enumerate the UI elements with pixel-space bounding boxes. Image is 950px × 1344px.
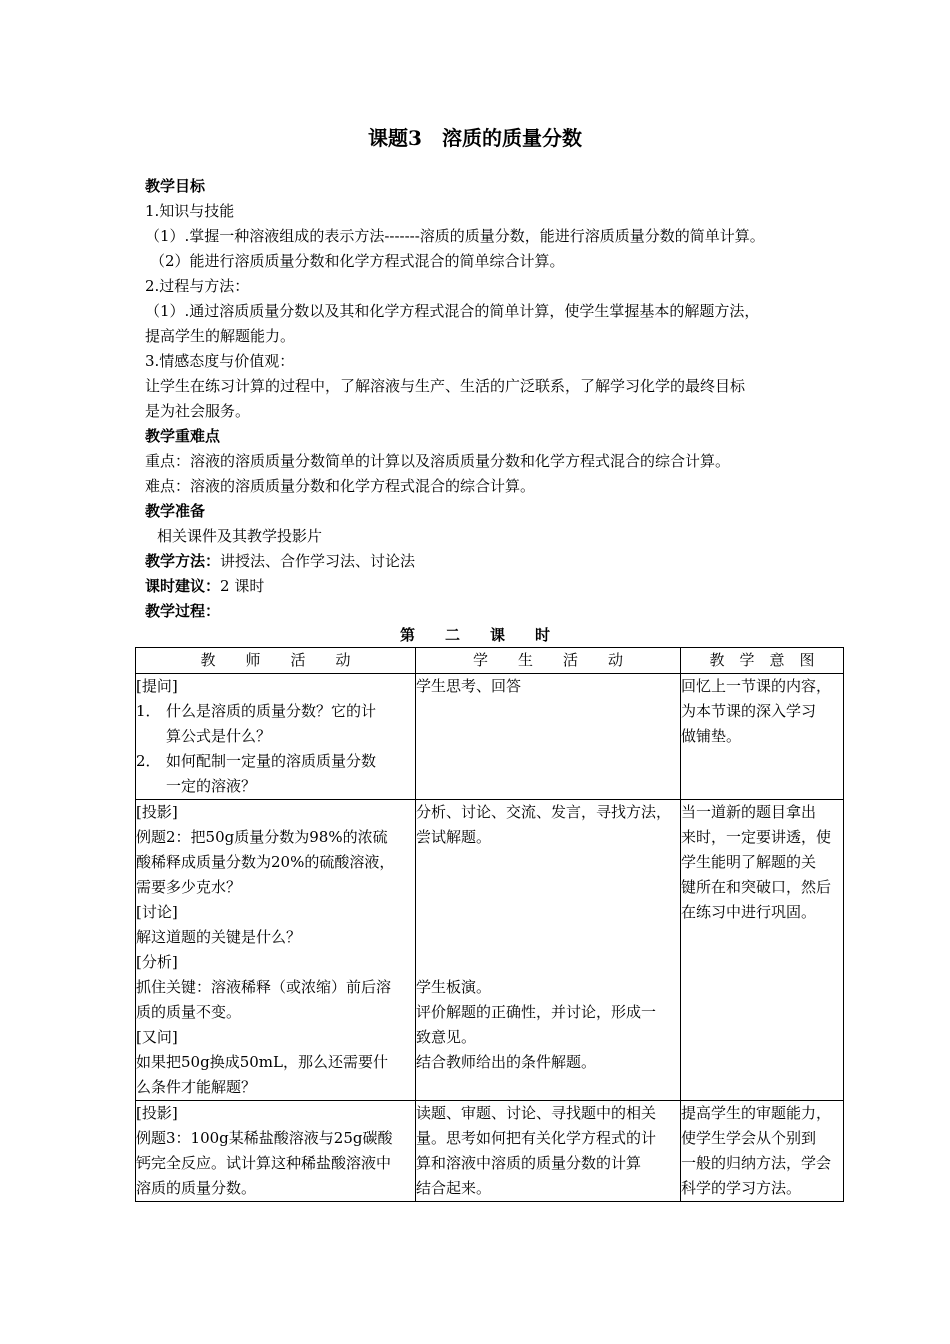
hard-point: 难点：溶液的溶质质量分数和化学方程式混合的综合计算。 [145, 477, 536, 495]
cell-line: 酸稀释成质量分数为20%的硫酸溶液， [136, 853, 395, 871]
cell-line: 在练习中进行巩固。 [681, 903, 817, 921]
cell-line: [提问] [136, 677, 178, 695]
cell-line [416, 950, 680, 975]
table-row [136, 800, 844, 1101]
cell-line: 如果把50g换成50mL，那么还需要什 [136, 1053, 388, 1071]
method-label: 教学方法： [145, 552, 221, 570]
cell-line: [又问] [136, 1028, 178, 1046]
cell-line: 尝试解题。 [416, 828, 492, 846]
cell-line: 一般的归纳方法，学会 [681, 1154, 832, 1172]
student-cell [416, 674, 681, 800]
list-number: 1． [136, 702, 161, 720]
cell-line: 为本节课的深入学习 [681, 702, 817, 720]
list-item [136, 699, 415, 724]
cell-line: [投影] [136, 803, 178, 821]
hours-line [145, 574, 264, 598]
cell-line: 学生思考、回答 [416, 677, 522, 695]
cell-line: 科学的学习方法。 [681, 1179, 802, 1197]
cell-line: 算和溶液中溶质的质量分数的计算 [416, 1154, 642, 1172]
difficulty-heading: 教学重难点 [145, 427, 221, 445]
cell-line [416, 900, 680, 925]
teacher-cell [136, 674, 416, 800]
lesson-table [135, 647, 844, 1202]
key-point: 重点：溶液的溶质质量分数简单的计算以及溶质质量分数和化学方程式混合的综合计算。 [145, 452, 731, 470]
hours-text: 2 课时 [220, 577, 265, 595]
header-teacher: 教 师 活 动 [136, 648, 416, 674]
cell-line: [分析] [136, 953, 178, 971]
hours-label: 课时建议： [145, 577, 221, 595]
teacher-cell [136, 1101, 416, 1202]
process-item-1a: （1）.通过溶质质量分数以及其和化学方程式混合的简单计算，使学生掌握基本的解题方法， [145, 302, 760, 320]
list-text-cont: 算公式是什么？ [166, 727, 272, 745]
method-text: 讲授法、合作学习法、讨论法 [220, 552, 416, 570]
cell-line: 分析、讨论、交流、发言，寻找方法， [416, 803, 672, 821]
knowledge-item-1: （1）.掌握一种溶液组成的表示方法-------溶质的质量分数，能进行溶质质量分数的简单计算。 [145, 227, 765, 245]
cell-line [416, 925, 680, 950]
emotion-heading: 3.情感态度与价值观： [145, 352, 295, 370]
cell-line: 需要多少克水？ [136, 878, 242, 896]
intent-cell [681, 800, 844, 1101]
table-row [136, 1101, 844, 1202]
list-text-cont: 一定的溶液？ [166, 777, 257, 795]
cell-line: 提高学生的审题能力， [681, 1104, 832, 1122]
document-title: 课题3 溶质的质量分数 [368, 126, 582, 150]
process-label: 教学过程： [145, 602, 221, 620]
list-item [136, 749, 415, 774]
cell-line: [讨论] [136, 903, 178, 921]
process-heading: 2.过程与方法： [145, 277, 250, 295]
cell-line: 做铺垫。 [681, 727, 742, 745]
cell-line: 评价解题的正确性，并讨论，形成一 [416, 1003, 657, 1021]
cell-line: 量。思考如何把有关化学方程式的计 [416, 1129, 657, 1147]
cell-line: [投影] [136, 1104, 178, 1122]
student-cell [416, 800, 681, 1101]
list-text: 如何配制一定量的溶质质量分数 [166, 752, 377, 770]
table-caption: 第 二 课 时 [399, 626, 550, 644]
cell-line: 回忆上一节课的内容， [681, 677, 832, 695]
cell-line: 来时，一定要讲透，使 [681, 828, 832, 846]
header-student: 学 生 活 动 [416, 648, 681, 674]
table-header-row [136, 648, 844, 674]
cell-line: 解这道题的关键是什么？ [136, 928, 302, 946]
method-line [145, 549, 415, 573]
cell-line: 质的质量不变。 [136, 1003, 242, 1021]
cell-line: 致意见。 [416, 1028, 477, 1046]
cell-line: 结合起来。 [416, 1179, 492, 1197]
cell-line [416, 850, 680, 875]
knowledge-item-2: （2）能进行溶质质量分数和化学方程式混合的简单综合计算。 [150, 252, 565, 270]
emotion-item-1a: 让学生在练习计算的过程中，了解溶液与生产、生活的广泛联系，了解学习化学的最终目标 [145, 377, 746, 395]
objectives-heading: 教学目标 [145, 177, 206, 195]
teacher-cell [136, 800, 416, 1101]
knowledge-heading: 1.知识与技能 [145, 202, 235, 220]
header-intent: 教 学 意 图 [681, 648, 844, 674]
cell-line: 当一道新的题目拿出 [681, 803, 817, 821]
cell-line: 例题3：100g某稀盐酸溶液与25g碳酸 [136, 1129, 393, 1147]
list-text: 什么是溶质的质量分数？它的计 [166, 702, 377, 720]
cell-line: 抓住关键：溶液稀释（或浓缩）前后溶 [136, 978, 392, 996]
cell-line: 学生板演。 [416, 978, 492, 996]
cell-line: 键所在和突破口，然后 [681, 878, 832, 896]
cell-line: 学生能明了解题的关 [681, 853, 817, 871]
cell-line: 么条件才能解题？ [136, 1078, 257, 1096]
cell-line [416, 875, 680, 900]
process-item-1b: 提高学生的解题能力。 [145, 327, 296, 345]
student-cell [416, 1101, 681, 1202]
intent-cell [681, 1101, 844, 1202]
cell-line: 例题2：把50g质量分数为98%的浓硫 [136, 828, 388, 846]
cell-line: 结合教师给出的条件解题。 [416, 1053, 597, 1071]
cell-line: 溶质的质量分数。 [136, 1179, 257, 1197]
cell-line: 使学生学会从个别到 [681, 1129, 817, 1147]
intent-cell [681, 674, 844, 800]
prep-heading: 教学准备 [145, 502, 206, 520]
prep-text: 相关课件及其教学投影片 [157, 527, 323, 545]
emotion-item-1b: 是为社会服务。 [145, 402, 251, 420]
cell-line: 读题、审题、讨论、寻找题中的相关 [416, 1104, 657, 1122]
list-number: 2． [136, 752, 161, 770]
table-row [136, 674, 844, 800]
cell-line: 钙完全反应。试计算这种稀盐酸溶液中 [136, 1154, 392, 1172]
